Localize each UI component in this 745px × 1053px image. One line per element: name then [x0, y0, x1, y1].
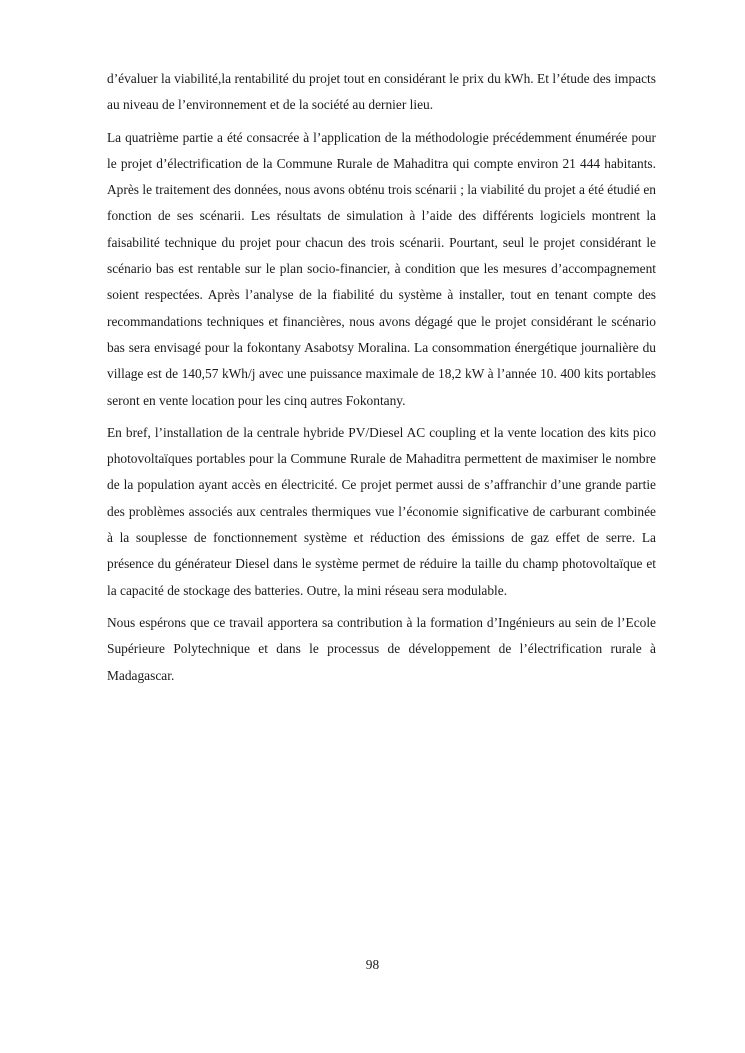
paragraph-fourth-part: La quatrième partie a été consacrée à l’application de la méthodologie précédemment énumérée pour le projet d’électrification de la Commune Rurale de Mahaditra qui compte environ 21 444 habitants. Après le traitement des données, nous avons obténu trois scénarii ; la viabilité du projet a été étudié en fonction de ses scénarii. Les résultats de simulation à l’aide des différents logiciels montrent la faisabilité technique du projet pour chacun des trois scénarii. Pourtant, seul le projet considérant le scénario bas est rentable sur le plan socio-financier, à condition que les mesures d’accompagnement soient respectées. Après l’analyse de la fiabilité du système à installer, tout en tenant compte des recommandations techniques et financières, nous avons dégagé que le projet considérant le scénario bas sera envisagé pour la fokontany Asabotsy Moralina. La consommation énergétique journalière du village est de 140,57 kWh/j avec une puissance maximale de 18,2 kW à l’année 10. 400 kits portables seront en vente location pour les cinq autres Fokontany.: [107, 129, 656, 408]
paragraph-summary: En bref, l’installation de la centrale hybride PV/Diesel AC coupling et la vente location des kits pico photovoltaïques portables pour la Commune Rurale de Mahaditra permettent de maximiser le nombre de la population ayant accès en électricité. Ce projet permet aussi de s’affranchir d’une grande partie des problèmes associés aux centrales thermiques vue l’économie significative de carburant combinée à la souplesse de fonctionnement système et réduction des émissions de gaz effet de serre. La présence du générateur Diesel dans le système permet de réduire la taille du champ photovoltaïque et la capacité de stockage des batteries. Outre, la mini réseau sera modulable.: [107, 424, 656, 598]
paragraph-evaluation-intro: d’évaluer la viabilité,la rentabilité du projet tout en considérant le prix du kWh. Et l’étude des impacts au niveau de l’environnement et de la société au dernier lieu.: [107, 71, 656, 113]
body-text: [107, 66, 656, 695]
paragraph-closing: Nous espérons que ce travail apportera sa contribution à la formation d’Ingénieurs au sein de l’Ecole Supérieure Polytechnique et dans le processus de développement de l’électrification rurale à Madagascar.: [107, 614, 656, 683]
page-number: 98: [365, 957, 380, 972]
